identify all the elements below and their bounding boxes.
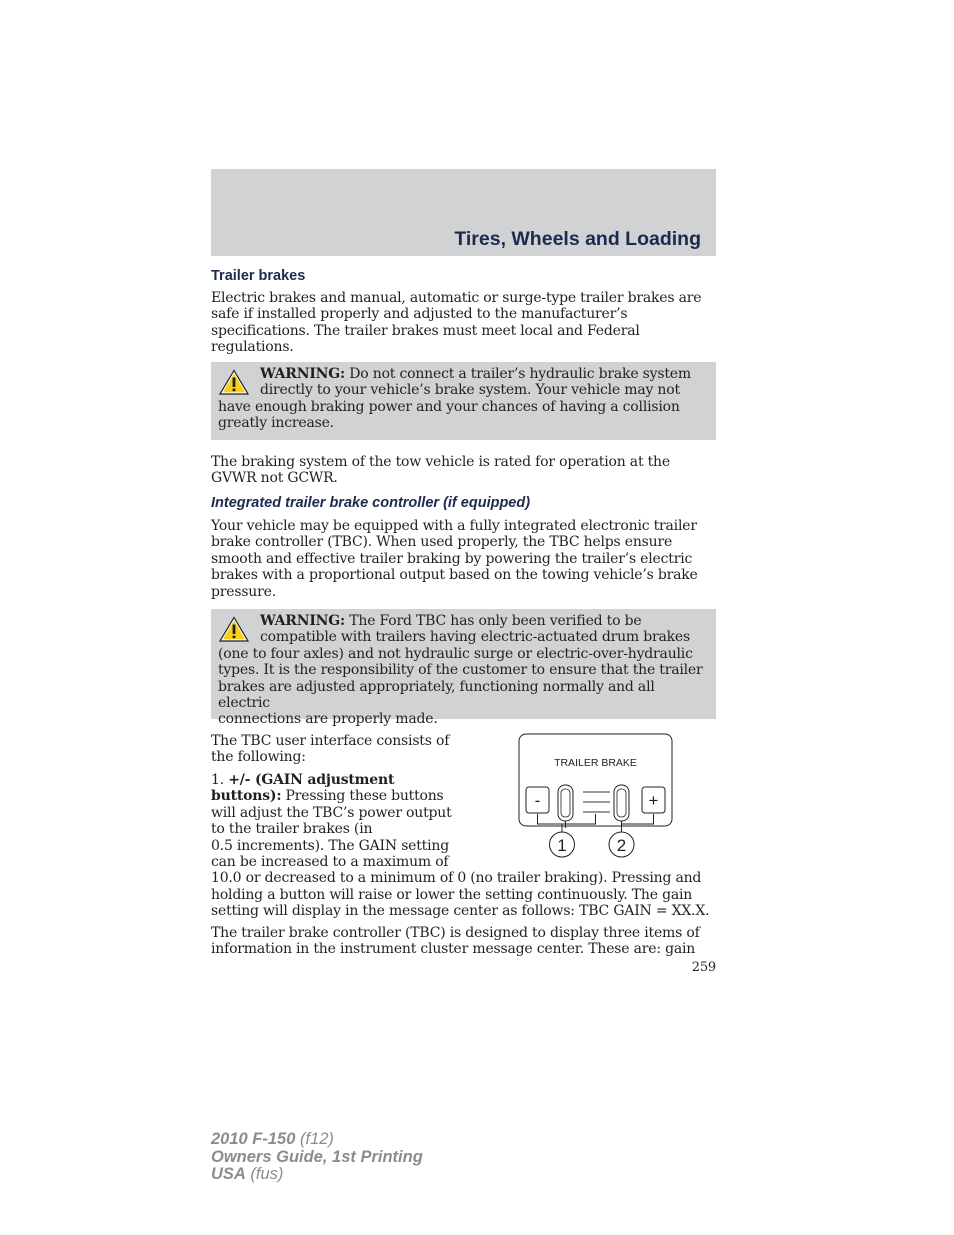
callout-1: 1 xyxy=(557,836,567,855)
chapter-title: Tires, Wheels and Loading xyxy=(454,228,701,250)
text-line: Your vehicle may be equipped with a fully integrated electronic trailer xyxy=(211,518,697,534)
item-number: 1. xyxy=(211,772,224,788)
text-line: holding a button will raise or lower the setting continuously. The gain xyxy=(211,886,693,903)
text-line: greatly increase. xyxy=(218,415,334,432)
text-line: 0.5 increments). The GAIN setting xyxy=(211,837,449,854)
document-footer xyxy=(211,1131,423,1184)
warning-box-ford-tbc xyxy=(211,609,716,728)
text-line: pressure. xyxy=(211,583,276,600)
text-line: The braking system of the tow vehicle is rated for operation at the xyxy=(211,454,670,470)
text-line: setting will display in the message center as follows: TBC GAIN = XX.X. xyxy=(211,903,710,920)
section-header-band xyxy=(211,169,716,256)
item-bold-label: +/- (GAIN adjustment xyxy=(228,772,395,788)
text-line: compatible with trailers having electric-actuated drum brakes xyxy=(260,629,691,646)
paragraph-braking-system xyxy=(211,454,716,487)
paragraph-tbc-interface xyxy=(211,733,461,766)
text-line: The TBC user interface consists of xyxy=(211,733,450,749)
text-line: types. It is the responsibility of the customer to ensure that the trailer xyxy=(218,662,703,679)
text-line: 10.0 or decreased to a minimum of 0 (no trailer braking). Pressing and xyxy=(211,870,702,887)
section-heading-integrated-tbc: Integrated trailer brake controller (if equipped) xyxy=(211,495,531,511)
warning-box-hydraulic xyxy=(211,362,716,440)
minus-symbol: - xyxy=(534,791,541,810)
text-line: safe if installed properly and adjusted to the manufacturer’s xyxy=(211,306,628,323)
text-line: The trailer brake controller (TBC) is designed to display three items of xyxy=(211,925,700,941)
text-line: information in the instrument cluster message center. These are: gain xyxy=(211,941,696,958)
text-line: connections are properly made. xyxy=(218,711,438,728)
paragraph-tbc-display xyxy=(211,925,716,958)
text-line: Pressing these buttons xyxy=(281,788,444,805)
trailer-brake-diagram xyxy=(512,730,678,862)
warning-label: WARNING: xyxy=(260,613,345,629)
text-line: will adjust the TBC’s power output xyxy=(211,804,452,821)
warning-text xyxy=(218,366,708,432)
text-line: to the trailer brakes (in xyxy=(211,821,373,838)
warning-text xyxy=(218,613,708,728)
footer-printing: Owners Guide, 1st Printing xyxy=(211,1147,423,1166)
text-line: brakes are adjusted appropriately, functioning normally and all electric xyxy=(218,678,655,712)
warning-label: WARNING: xyxy=(260,366,345,382)
text-line: have enough braking power and your chances of having a collision xyxy=(218,398,680,415)
callout-2: 2 xyxy=(616,836,627,855)
text-line: smooth and effective trailer braking by powering the trailer’s electric xyxy=(211,550,693,567)
panel-label: TRAILER BRAKE xyxy=(554,757,637,769)
text-line: Do not connect a trailer’s hydraulic brake system xyxy=(345,366,691,382)
text-line: (one to four axles) and not hydraulic surge or electric-over-hydraulic xyxy=(218,645,693,662)
section-heading-trailer-brakes: Trailer brakes xyxy=(211,268,306,284)
footer-market: USA xyxy=(211,1165,246,1183)
paragraph-integrated-tbc xyxy=(211,518,716,600)
text-line: regulations. xyxy=(211,339,294,356)
text-line: Electric brakes and manual, automatic or surge-type trailer brakes are xyxy=(211,290,702,306)
text-line: specifications. The trailer brakes must meet local and Federal xyxy=(211,322,640,339)
page-number: 259 xyxy=(691,960,716,975)
text-line: GVWR not GCWR. xyxy=(211,470,338,487)
text-line: can be increased to a maximum of xyxy=(211,854,449,871)
item-bold-label: buttons): xyxy=(211,788,282,805)
text-line: the following: xyxy=(211,749,306,766)
plus-symbol: + xyxy=(648,791,659,810)
text-line: directly to your vehicle’s brake system. Your vehicle may not xyxy=(260,382,680,399)
text-line: brake controller (TBC). When used properly, the TBC helps ensure xyxy=(211,534,673,551)
text-line: The Ford TBC has only been verified to be xyxy=(345,613,642,629)
footer-code: (f12) xyxy=(295,1130,334,1148)
footer-market-code: (fus) xyxy=(245,1165,284,1183)
text-line: brakes with a proportional output based on the towing vehicle’s brake xyxy=(211,567,698,584)
footer-model: 2010 F-150 xyxy=(211,1130,296,1148)
paragraph-trailer-brakes xyxy=(211,290,716,356)
